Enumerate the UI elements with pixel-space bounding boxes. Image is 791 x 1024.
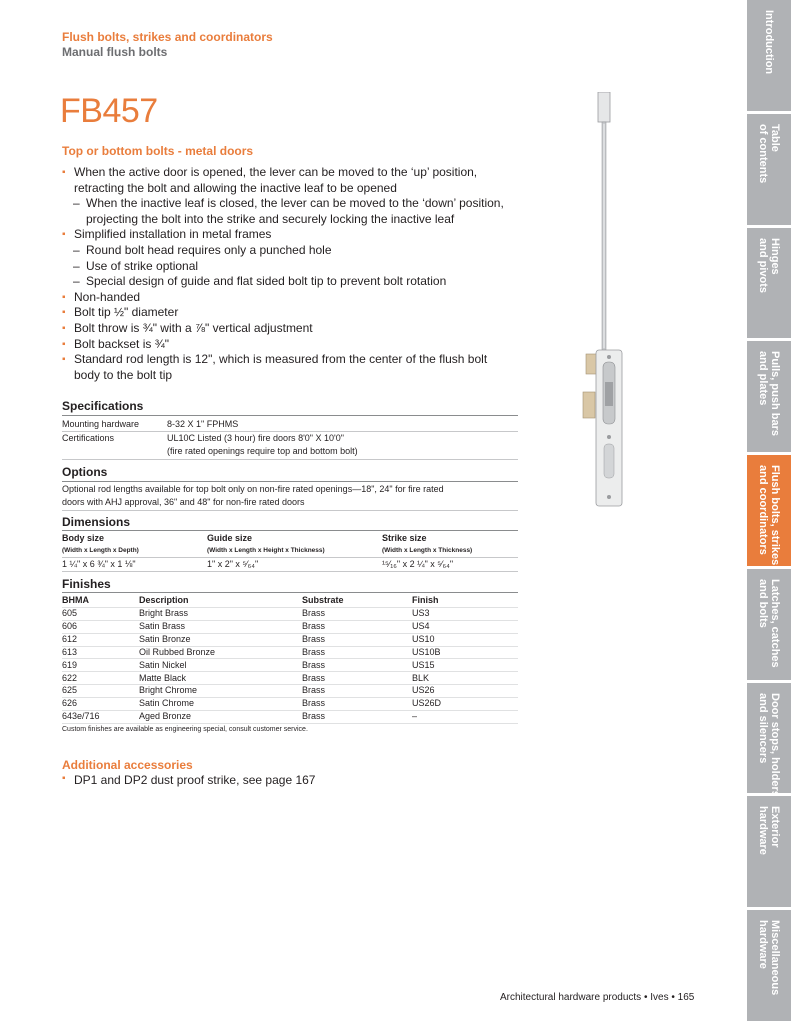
certifications-note: (fire rated openings require top and bottom bolt) [167,446,358,456]
section-tab[interactable] [747,569,791,683]
options-text-1: Optional rod lengths available for top bolt only on non-fire rated openings—18", 24" for fire rated [62,484,444,494]
section-tab-label: Latches, catches and bolts [757,578,781,668]
col-finish: Finish [412,595,439,605]
accessories-heading: Additional accessories [62,758,193,772]
substrate-cell: Brass [302,620,326,631]
section-tab-label: Introduction [763,10,775,75]
feature-item: ▪ Bolt tip ½" diameter [62,305,522,321]
table-row [62,633,518,647]
substrate-cell: Brass [302,659,326,670]
section-tab[interactable] [747,228,791,342]
mounting-value: 8-32 X 1" FPHMS [167,419,239,429]
body-size-units: (Width x Length x Depth) [62,547,139,554]
feature-item: ▪ Non-handed [62,290,522,306]
body-size-heading: Body size [62,533,105,543]
feature-item: ▪ Simplified installation in metal frames [62,227,522,243]
section-tab-label: Flush bolts, strikes and coordinators [757,465,781,566]
divider [62,431,518,432]
finish-cell: US4 [412,620,430,631]
options-heading: Options [62,465,108,479]
flush-bolt-illustration [578,92,628,512]
finishes-header-row [62,594,518,608]
options-text-2: doors with AHJ approval, 36" and 48" for non-fire rated doors [62,497,305,507]
substrate-cell: Brass [302,711,326,722]
feature-item: ▪ Standard rod length is 12", which is measured from the center of the flush bolt [62,352,522,368]
table-row [62,684,518,698]
section-title: Flush bolts, strikes and coordinators [62,30,273,44]
divider [62,571,518,572]
feature-item: ▪ Bolt backset is ¾" [62,337,522,353]
section-tab-label: Door stops, holders and silencers [757,692,781,797]
finish-cell: US3 [412,608,430,618]
bhma-cell: 612 [62,633,78,644]
substrate-cell: Brass [302,672,326,683]
bhma-cell: 619 [62,659,78,670]
section-tab[interactable] [747,796,791,910]
col-bhma: BHMA [62,595,89,605]
page-footer: Architectural hardware products • Ives • 165 [500,992,695,1003]
feature-item: ▪ When the active door is opened, the lever can be moved to the ‘up’ position, [62,165,522,181]
bhma-cell: 606 [62,620,78,631]
accessory-item: ▪ DP1 and DP2 dust proof strike, see page 167 [62,773,315,787]
substrate-cell: Brass [302,646,326,657]
dimensions-heading: Dimensions [62,515,131,529]
description-cell: Satin Nickel [139,659,187,670]
divider [62,415,518,416]
certifications-value: UL10C Listed (3 hour) fire doors 8'0" X 10'0" [167,433,344,443]
finishes-heading: Finishes [62,577,111,591]
section-tab[interactable] [747,114,791,228]
divider [62,459,518,460]
section-tabs [747,0,791,1024]
model-number: FB457 [60,92,158,130]
finish-cell: – [412,711,418,722]
substrate-cell: Brass [302,633,326,644]
finish-cell: US15 [412,659,435,670]
guide-size-value: 1" x 2" x ⁵⁄₆₄" [207,559,259,569]
col-description: Description [139,595,189,605]
finish-cell: BLK [412,672,430,683]
bhma-cell: 622 [62,672,78,683]
section-tab-label: Pulls, push bars and plates [757,351,781,437]
bhma-cell: 626 [62,698,78,709]
bhma-cell: 643e/716 [62,711,100,722]
table-row [62,607,518,621]
table-row [62,620,518,634]
finish-cell: US10B [412,646,441,657]
specifications-heading: Specifications [62,399,144,413]
section-tab[interactable] [747,455,791,569]
finishes-note: Custom finishes are available as engineering special, consult customer service. [62,726,308,733]
table-row [62,697,518,711]
section-tab[interactable] [747,910,791,1024]
feature-item: – Special design of guide and flat sided bolt tip to prevent bolt rotation [62,274,522,290]
body-size-value: 1 ¼" x 6 ¾" x 1 ⅛" [62,559,136,569]
subsection-title: Manual flush bolts [62,45,168,59]
table-row [62,659,518,673]
section-tab-label: Table of contents [757,123,781,184]
strike-size-units: (Width x Length x Thickness) [382,547,473,554]
guide-size-units: (Width x Length x Height x Thickness) [207,547,325,554]
feature-item: – Round bolt head requires only a punched hole [62,243,522,259]
substrate-cell: Brass [302,685,326,696]
table-row [62,646,518,660]
description-cell: Oil Rubbed Bronze [139,646,216,657]
divider [62,592,518,593]
divider [62,530,518,531]
table-row [62,710,518,724]
feature-item: retracting the bolt and allowing the inactive leaf to be opened [74,180,397,195]
description-cell: Satin Chrome [139,698,195,709]
description-cell: Satin Bronze [139,633,191,644]
strike-size-value: ¹⁵⁄₁₆" x 2 ¼" x ⁵⁄₆₄" [382,559,454,569]
finish-cell: US26D [412,698,442,709]
feature-item: projecting the bolt into the strike and securely locking the inactive leaf [86,211,455,226]
description-cell: Matte Black [139,672,187,683]
mounting-label: Mounting hardware [62,419,140,429]
divider [62,557,518,558]
feature-item: ▪ Bolt throw is ¾" with a ⅞" vertical adjustment [62,321,522,337]
section-tab[interactable] [747,683,791,797]
section-tab-label: Exterior hardware [757,806,781,856]
bhma-cell: 613 [62,646,78,657]
section-tab[interactable] [747,0,791,114]
certifications-label: Certifications [62,433,115,443]
substrate-cell: Brass [302,608,326,618]
section-tab-label: Miscellaneous hardware [757,920,781,996]
product-subtitle: Top or bottom bolts - metal doors [62,144,254,158]
feature-list [62,165,522,383]
section-tab-label: Hinges and pivots [757,237,781,293]
description-cell: Bright Chrome [139,685,198,696]
divider [62,510,518,511]
section-tab[interactable] [747,341,791,455]
bhma-cell: 605 [62,608,78,618]
bhma-cell: 625 [62,685,78,696]
strike-size-heading: Strike size [382,533,427,543]
table-row [62,672,518,686]
feature-item: body to the bolt tip [74,367,173,382]
description-cell: Satin Brass [139,620,186,631]
feature-item: – Use of strike optional [62,259,522,275]
description-cell: Aged Bronze [139,711,192,722]
col-substrate: Substrate [302,595,344,605]
divider [62,481,518,482]
finish-cell: US26 [412,685,435,696]
finish-cell: US10 [412,633,435,644]
substrate-cell: Brass [302,698,326,709]
description-cell: Bright Brass [139,608,189,618]
feature-item: – When the inactive leaf is closed, the lever can be moved to the ‘down’ position, [62,196,522,212]
guide-size-heading: Guide size [207,533,253,543]
